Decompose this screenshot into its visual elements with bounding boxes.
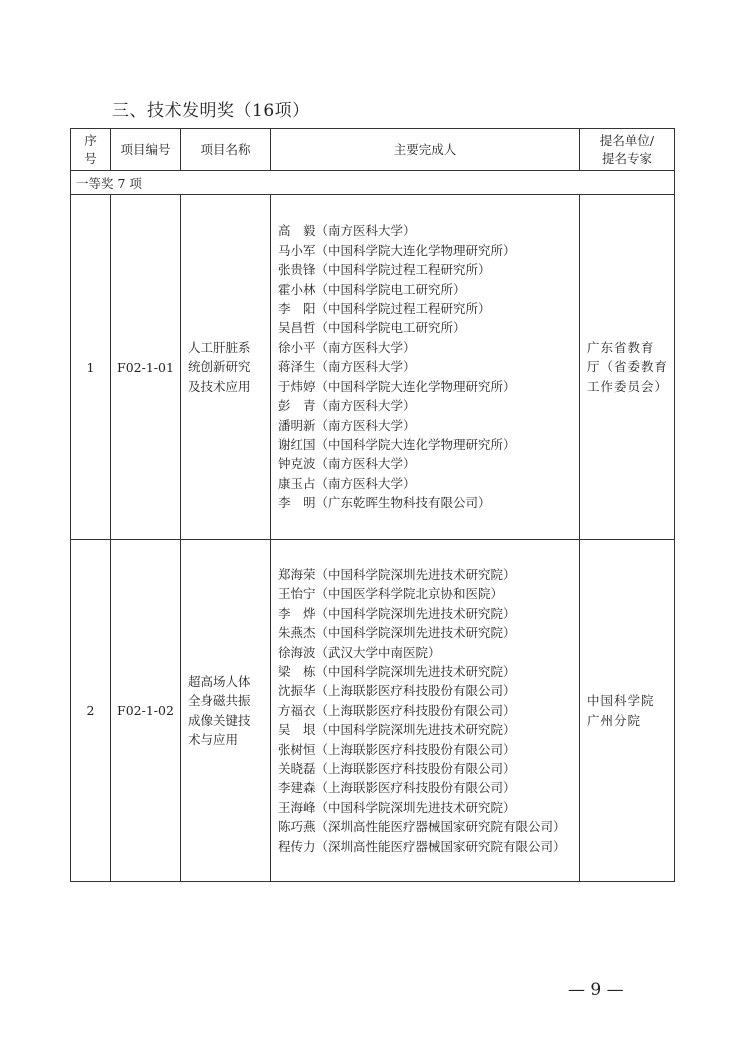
person-entry: 徐海波（武汉大学中南医院） <box>278 644 441 660</box>
grade-row <box>71 171 675 195</box>
person-entry: 谢红国（中国科学院大连化学物理研究所） <box>278 436 516 452</box>
person-entry: 蒋泽生（南方医科大学） <box>278 359 416 375</box>
header-name: 项目名称 <box>181 129 271 171</box>
project-code: F02-1-01 <box>111 195 181 540</box>
person-entry: 康玉占（南方医科大学） <box>278 475 416 491</box>
person-entry: 李 阳（中国科学院过程工程研究所） <box>278 301 491 317</box>
table-row <box>71 195 675 540</box>
person-entry: 高 毅（南方医科大学） <box>278 223 416 239</box>
person-entry: 方福衣（上海联影医疗科技股份有限公司） <box>278 702 516 718</box>
project-code: F02-1-02 <box>111 540 181 882</box>
project-unit: 广东省教育 厅（省委教育 工作委员会） <box>580 195 675 540</box>
person-entry: 王海峰（中国科学院深圳先进技术研究院） <box>278 799 516 815</box>
awards-table <box>70 128 675 882</box>
project-name: 超高场人体 全身磁共振 成像关键技 术与应用 <box>181 540 271 882</box>
header-code: 项目编号 <box>111 129 181 171</box>
person-entry: 关晓磊（上海联影医疗科技股份有限公司） <box>278 761 516 777</box>
table-row <box>71 540 675 882</box>
table-header-row <box>71 129 675 171</box>
person-entry: 张树恒（上海联影医疗科技股份有限公司） <box>278 741 516 757</box>
person-entry: 陈巧燕（深圳高性能医疗器械国家研究院有限公司） <box>278 819 566 835</box>
header-unit: 提名单位/ 提名专家 <box>580 129 675 171</box>
person-entry: 王怡宁（中国医学科学院北京协和医院） <box>278 586 504 602</box>
project-people <box>271 195 580 540</box>
grade-label: 一等奖 7 项 <box>71 171 675 195</box>
project-name: 人工肝脏系 统创新研究 及技术应用 <box>181 195 271 540</box>
person-entry: 李 明（广东乾晖生物科技有限公司） <box>278 495 491 511</box>
person-entry: 吴昌哲（中国科学院电工研究所） <box>278 320 466 336</box>
person-entry: 徐小平（南方医科大学） <box>278 339 416 355</box>
person-entry: 李建森（上海联影医疗科技股份有限公司） <box>278 780 516 796</box>
person-entry: 霍小林（中国科学院电工研究所） <box>278 281 466 297</box>
project-people <box>271 540 580 882</box>
person-entry: 潘明新（南方医科大学） <box>278 417 416 433</box>
person-entry: 程传力（深圳高性能医疗器械国家研究院有限公司） <box>278 838 566 854</box>
section-heading: 三、技术发明奖（16项） <box>112 101 310 121</box>
person-entry: 张贵锋（中国科学院过程工程研究所） <box>278 262 491 278</box>
project-seq: 2 <box>71 540 111 882</box>
person-entry: 李 烨（中国科学院深圳先进技术研究院） <box>278 605 516 621</box>
project-unit: 中国科学院 广州分院 <box>580 540 675 882</box>
person-entry: 郑海荣（中国科学院深圳先进技术研究院） <box>278 566 516 582</box>
person-entry: 钟克波（南方医科大学） <box>278 456 416 472</box>
page-number: — 9 — <box>568 980 624 1000</box>
header-people: 主要完成人 <box>271 129 580 171</box>
person-entry: 于炜婷（中国科学院大连化学物理研究所） <box>278 378 516 394</box>
person-entry: 彭 青（南方医科大学） <box>278 398 416 414</box>
project-seq: 1 <box>71 195 111 540</box>
person-entry: 马小军（中国科学院大连化学物理研究所） <box>278 242 516 258</box>
person-entry: 朱燕杰（中国科学院深圳先进技术研究院） <box>278 625 516 641</box>
header-seq: 序 号 <box>71 129 111 171</box>
person-entry: 沈振华（上海联影医疗科技股份有限公司） <box>278 683 516 699</box>
person-entry: 梁 栋（中国科学院深圳先进技术研究院） <box>278 663 516 679</box>
person-entry: 吴 垠（中国科学院深圳先进技术研究院） <box>278 722 516 738</box>
